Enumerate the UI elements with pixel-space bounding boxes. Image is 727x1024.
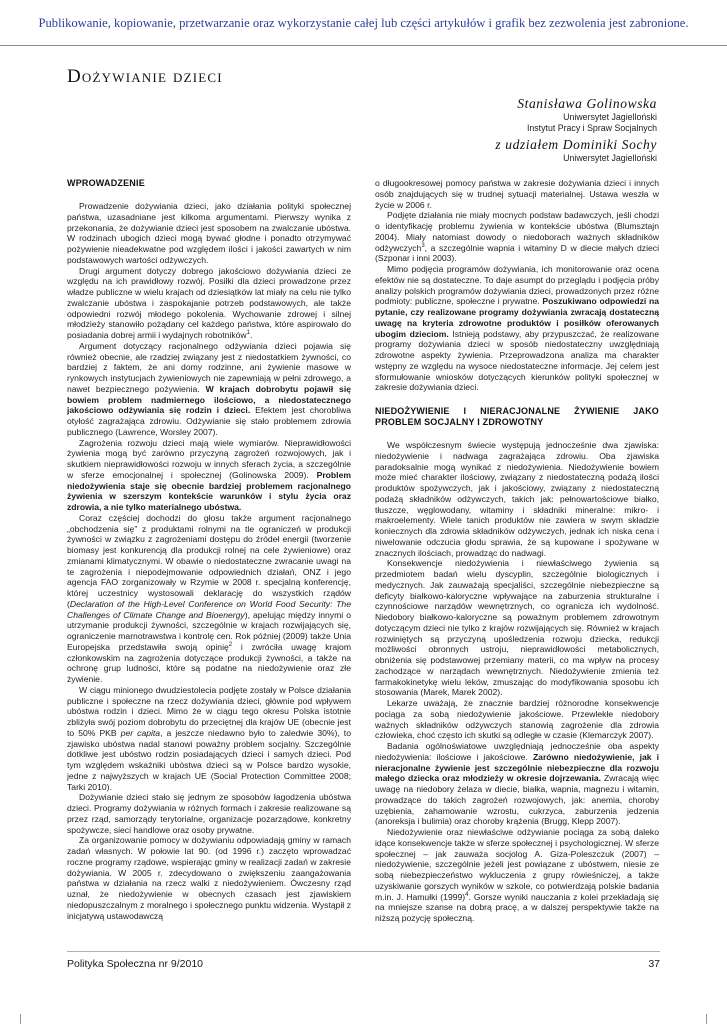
text: Coraz częściej dochodzi do głosu także argument racjonalnego „obchodzenia się” z produktami rolnymi na tle ograniczeń w produkcji żywności w związku z zagrożeniami dostępu do źródeł energii (tworzenie biomasy jest konkurencją dla produkcji rolnej na cele żywieniowe) oraz zmianami klimatycznymi. W obawie o niedostateczne zwracanie uwagi na te zagrożenia i niepodejmowanie odpowiednich działań, ONZ i jego agencja FAO zorganizowały w Rzymie w 2008 r. specjalną konferencję, której uczestnicy wystosowali deklarację do wszystkich rządów ( [67, 512, 351, 609]
paragraph: Lekarze uważają, że znacznie bardziej różnorodne konsekwencje pociąga za sobą niedożywienie jakościowe. Przewlekłe niedobory ważnych składników odżywczych stanowią zagrożenie dla zdrowia człowieka, choć często ich skutki są odległe w czasie (Klemarczyk 2007). [375, 698, 659, 741]
paragraph [375, 741, 659, 827]
footnote-ref: 2 [228, 641, 233, 648]
paragraph: o długookresowej pomocy państwa w zakresie dożywiania dzieci i innych osób znajdujących się w trudnej sytuacji materialnej. Ustawa weszła w życie w 2006 r. [375, 178, 659, 210]
copyright-banner: Publikowanie, kopiowanie, przetwarzanie oraz wykorzystanie całej lub części artykułów i grafik bez zezwolenia jest zabronione. [0, 0, 727, 46]
author-name-2: z udziałem Dominiki Sochy [495, 137, 657, 152]
paragraph: Za organizowanie pomocy w dożywianiu odpowiadają gminy w ramach zadań własnych. W połowie lat 90. (od 1996 r.) zaczęto wprowadzać roczne programy rządowe, wspierając gminy w realizacji zadań w zakresie dożywiania. W 2005 r. zdecydowano o zwiększeniu zaangażowania państwa w działania na rzecz walki z niedożywieniem. Ówczesny rząd uznał, że niedożywienie w obecnych czasach jest zjawiskiem niedopuszczalnym z moralnego i społecznego punktu widzenia. Wystąpił z inicjatywą ustawodawczą [67, 835, 351, 921]
text: Zwracają więc uwagę na niedobory żelaza w diecie, białka, wapnia, magnezu i witamin, prowadzące do takich zagrożeń rozwojowych, jak: anemia, choroby uzębienia, zahamowanie wzrostu, cukrzyca, zaburzenia jedzenia (anoreksja i bulimia) oraz choroby krążenia (Brugg, Klepp 2007). [375, 773, 659, 827]
paragraph: Prowadzenie dożywiania dzieci, jako działania polityki społecznej państwa, uzasadniane jest kilkoma argumentami. Pierwszy wynika z przekonania, że dożywianie dzieci jest sposobem na zwalczanie ubóstwa. W rodzinach ubogich dzieci mogą bywać głodne i ponadto otrzymywać pożywienie nieadekwatne pod względem ilości i jakości zawartych w nim podstawowych wartości odżywczych. [67, 201, 351, 265]
text: Drugi argument dotyczy dobrego jakościowo dożywiania dzieci ze względu na ich prawidłowy rozwój. Posiłki dla dzieci prowadzone przez władze publiczne w wielu krajach od dziesiątków lat miały na celu nie tylko zwalczanie ubóstwa i zaspokajanie potrzeb podstawowych, ale także odpowiedni rozwój młodego pokolenia. Wychowanie zdrowej i silnej młodzieży stanowiło pożądany cel każdego państwa, które aspirowało do posiadania dobrej armii i wydajnych robotników [67, 265, 351, 340]
crop-mark [20, 1014, 21, 1024]
author-affiliation-1a: Uniwersytet Jagielloński [563, 112, 657, 122]
right-column [375, 178, 659, 924]
author-block [297, 96, 657, 164]
footer-divider [67, 951, 660, 952]
bold-text: Poszukiwano odpowiedzi na pytanie, czy realizowane programy dożywiania zwracają dostateczną uwagę na kryteria zdrowotne produktów i posiłków oferowanych ubogim dzieciom. [375, 296, 659, 339]
bold-text: W krajach dobrobytu pojawił się bowiem problem nadmiernego ilościowo, a niedostatecznego jakościowo odżywiania się rodzin i dzieci. [67, 383, 351, 416]
section-heading-introduction: WPROWADZENIE [67, 178, 145, 188]
text: , a jeszcze niedawno było to zaledwie 30%), to zjawisko ubóstwa nadal stanowi poważny problem socjalny. Szczególnie dotkliwe jest ubóstwo rodzin posiadających dzieci i samych dzieci. Pod tym względem wskaźniki ubóstwa dzieci są w Polsce bardzo wysokie, jedne z najwyższych w krajach UE (Social Protection Committee 2008; Tarki 2010). [67, 727, 351, 792]
bold-text: Problem niedożywienia staje się obecnie bardziej problemem racjonalnego żywienia w szerszym kontekście warunków i stylu życia oraz zdrowia, a nie tylko materialnego ubóstwa. [67, 469, 351, 512]
text: i zwróciła uwagę krajom członkowskim na zagrożenia dotyczące produkcji żywności, a także na ochronę grup ludności, które są podatne na niedożywienie oraz złe żywienie. [67, 641, 351, 684]
footnote-ref: 3 [421, 242, 425, 249]
paragraph: We współczesnym świecie występują jednocześnie dwa zjawiska: niedożywienie i nadwaga zagrażająca zdrowiu. Oba zjawiska paradoksalnie mogą wynikać z niedożywienia. Niedożywienie bowiem może mieć charakter ilościowy, związany z niedostateczną podażą ilości produktów spożywczych, jak i jakościowy, związany z niedostateczną podażą składników odżywczych, takich jak: pełnowartościowe białko, tłuszcze, węglowodany, witaminy i składniki mineralne: mikro- i makroelementy. Wiele tanich produktów nie zawiera w swym składzie koniecznych dla zdrowia składników odżywczych, jednak ich niska cena i niwelowanie odczucia głodu sprawia, że są kupowane i spożywane w znacznych ilościach, prowadząc do nadwagi. [375, 440, 659, 558]
text: Efektem jest chorobliwa otyłość zagrażająca zdrowiu. Odżywianie się stało problemem zdrowia publicznego (Lawrence, Worsley 2007). [67, 405, 351, 437]
text: W ciągu minionego dwudziestolecia podjęte zostały w Polsce działania publiczne i społeczne na rzecz dożywiania dzieci, głównie pod wpływem ubóstwa rodzin i dzieci. Mimo że w ciągu tego okresu Polska istotnie zbliżyła swój poziom dobrobytu do przeciętnej dla krajów UE (obecnie jest to 50% PKB [67, 684, 351, 738]
author-affiliation-1b: Instytut Pracy i Spraw Socjalnych [526, 123, 657, 133]
text: Badania ogólnoświatowe uwzględniają jednocześnie oba aspekty niedożywienia: ilościowe i jakościowe. [375, 741, 659, 762]
crop-mark [706, 1014, 707, 1024]
paragraph [67, 341, 351, 438]
paragraph [67, 266, 351, 341]
paragraph: Konsekwencje niedożywienia i niewłaściwego żywienia są przedmiotem badań wielu dyscyplin, szczególnie biologicznych i medycznych. Jak zauważają specjaliści, szczególnie niebezpieczne są deficyty białkowo-kaloryczne wpływające na zaburzenia strukturalne i czynnościowe narządów wewnętrznych, co ogranicza ich wydolność. Niedobory białkowo-kaloryczne są poważnym problemem zdrowotnym dotyczącym dzieci nie tylko z krajów rozwijających się. Również w krajach rozwiniętych są przyczyną upośledzenia rozwoju dziecka, redukcji możliwości obronnych ustroju, nieprawidłowości metabolicznych, obniżenia się podstawowej przemiany materii, co ma wpływ na procesy zachodzące w narządach wewnętrznych. Niedożywienie zmienia też farmakokinetykę wielu leków, zmuszając do modyfikowania sposobu ich stosowania (Marek, Marek 2002). [375, 558, 659, 698]
author-name-1: Stanisława Golinowska [517, 96, 657, 111]
paragraph [375, 264, 659, 393]
text: Podjęte działania nie miały mocnych podstaw badawczych, jeśli chodzi o identyfikację problemu żywienia w kontekście ubóstwa (Blumsztajn 2004). Miały natomiast dowody o niedoborach ważnych składników odżywczych [375, 210, 659, 253]
text: Zagrożenia rozwoju dzieci mają wiele wymiarów. Nieprawidłowości żywienia mogą być zarówno przyczyną zagrożeń rozwojowych, jak i skutkiem nieprawidłowości rozwoju w innych sferach życia, a szczególnie w sferze emocjonalnej i społecznej (Golinowska 2009). [67, 437, 351, 480]
paragraph [67, 438, 351, 513]
footnote-ref: 1 [246, 330, 250, 337]
text: Istnieją podstawy, aby przypuszczać, że realizowane programy dożywiania dzieci w sposób niedostateczny uwzględniają zdrowotne aspekty żywienia. Przeprowadzona analiza ma charakter wstępny ze względu na wysoce niedostateczne informacje. Jej celem jest sformułowanie wniosków dotyczących kierunków polityki społecznej w zakresie dożywiania dzieci. [375, 328, 659, 393]
text: Argument dotyczący racjonalnego odżywiania dzieci pojawia się również obecnie, ale rzadziej związany jest z niedostatkiem żywności, co bardziej z faktem, że ani domy rodzinne, ani żywienie masowe w rynkowych instytucjach żywieniowych nie zapewniają w pełni zdrowego, a nawet bezpiecznego pożywienia. [67, 340, 351, 394]
text: . Gorsze wyniki nauczania z kolei przekładają się na mniejsze szanse na dobrą pracę, a w dalszej perspektywie także na niższą pozycję społeczną. [375, 891, 659, 923]
paragraph [375, 827, 659, 924]
text: Niedożywienie oraz niewłaściwe odżywianie pociąga za sobą daleko idące konsekwencje także w sferze społecznej i psychologicznej. W sferze społecznej – jak zauważa socjolog A. Giza-Poleszczuk (2007) – niedożywienie, szczególnie jeżeli jest powiązane z ubóstwem, niesie ze sobą niebezpieczeństwo wykluczenia z grupy rówieśniczej, a także uzyskiwanie gorszych wyników w szkole, co potwierdzają polskie badania m.in. J. Hamułki (1999) [375, 827, 659, 902]
section-heading-malnutrition: NIEDOŻYWIENIE I NIERACJONALNE ŻYWIENIE JAKO PROBLEM SOCJALNY I ZDROWOTNY [375, 406, 659, 427]
author-affiliation-2: Uniwersytet Jagielloński [563, 153, 657, 163]
text: . [249, 330, 253, 340]
italic-text: per capita [120, 727, 161, 738]
page-number: 37 [648, 958, 660, 970]
footnote-ref: 4 [465, 891, 469, 898]
left-column [67, 178, 351, 921]
italic-text: Declaration of the High-Level Conference on World Food Security: The Challenges of Climate Change and Bioenergy [67, 598, 351, 620]
text: , a szczególnie wapnia i witaminy D w diecie małych dzieci (Szponar i inni 2003). [375, 242, 659, 264]
paragraph [67, 685, 351, 793]
text: ), apelując między innymi o utrzymanie produkcji żywności, szczególnie w krajach rozwijających się, ograniczenie marnotrawstwa i kontrolę cen. Rok później (2009) także Unia Europejska przedstawiła swoją opinię [67, 609, 352, 652]
paragraph [67, 513, 351, 685]
journal-name: Polityka Społeczna nr 9/2010 [67, 958, 204, 970]
page-title: Dożywianie dzieci [67, 66, 223, 87]
text: Mimo podjęcia programów dożywiania, ich monitorowanie oraz ocena efektów nie są dostateczne. To daje asumpt do przeglądu i podjęcia próby analizy polskich programów dożywiania dzieci, prowadzonych przez różne podmioty: publiczne, społeczne i prywatne. [375, 264, 659, 307]
bold-text: Zarówno niedożywienie, jak i nieracjonalne żywienie jest szczególnie niebezpieczne dla rozwoju małego dziecka oraz młodzieży w okresie dojrzewania. [375, 751, 659, 784]
paragraph: Dożywianie dzieci stało się jednym ze sposobów łagodzenia ubóstwa dzieci. Programy dożywiania w różnych formach i zakresie realizowane są przez rząd, samorządy terytorialne, organizacje pozarządowe, konkretny spożywcze, sieci handlowe oraz osoby prywatne. [67, 792, 351, 835]
paragraph [375, 210, 659, 264]
